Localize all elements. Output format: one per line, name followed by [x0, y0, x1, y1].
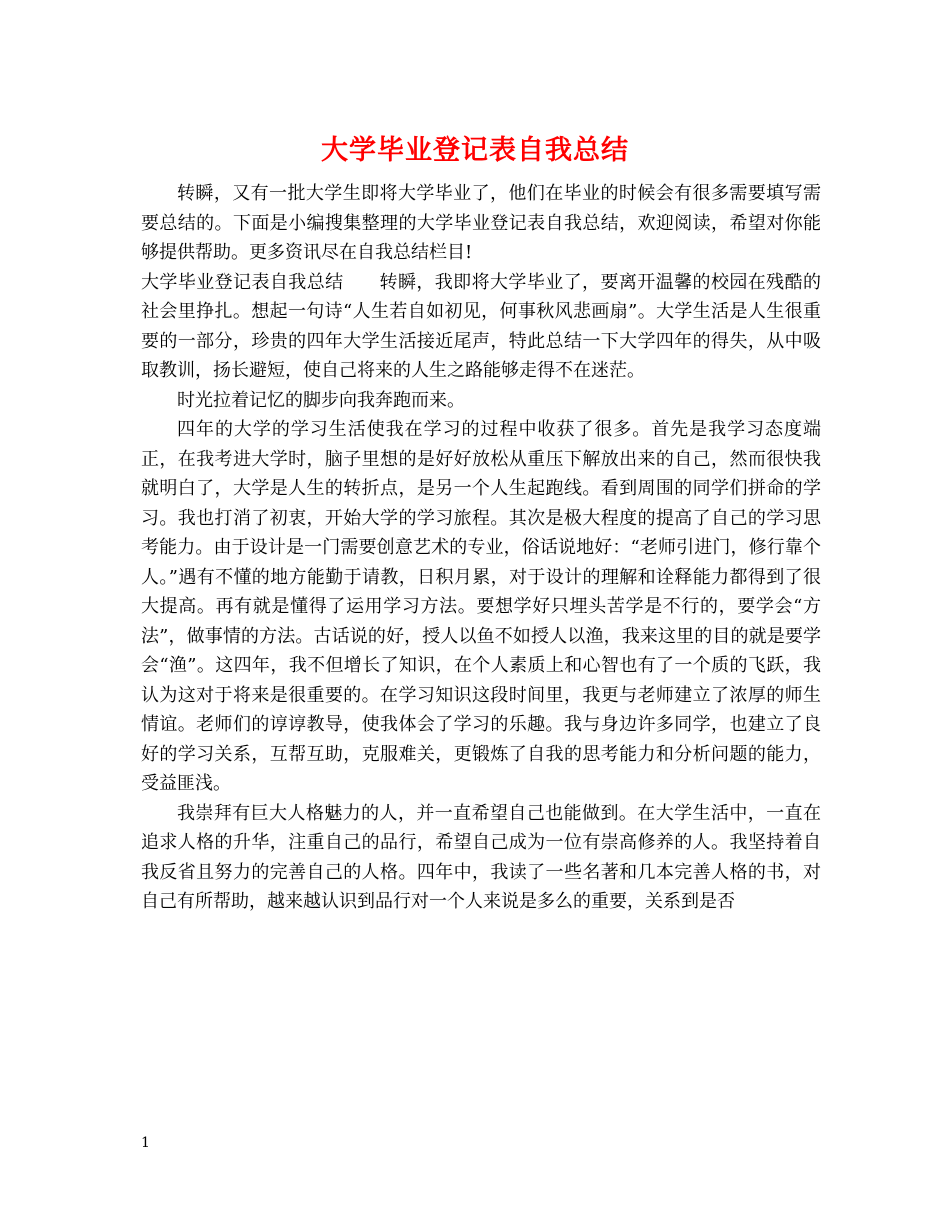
page-number: 1	[141, 1135, 150, 1151]
section-paragraph-text: 转瞬，我即将大学毕业了，要离开温馨的校园在残酷的社会里挣扎。想起一句诗“人生若自如初见，何事秋风悲画扇”。大学生活是人生很重要的一部分，珍贵的四年大学生活接近尾声，特此总结一下大学四年的得失，从中吸取教训，扬长避短，使自己将来的人生之路能够走得不在迷茫。	[141, 271, 821, 381]
document-title: 大学毕业登记表自我总结	[321, 135, 629, 166]
document-body	[141, 179, 821, 917]
body-paragraph: 我崇拜有巨大人格魅力的人，并一直希望自己也能做到。在大学生活中，一直在追求人格的升华，注重自己的品行，希望自己成为一位有崇高修养的人。我坚持着自我反省且努力的完善自己的人格。四年中，我读了一些名著和几本完善人格的书，对自己有所帮助，越来越认识到品行对一个人来说是多么的重要，关系到是否	[141, 802, 821, 912]
intro-paragraph: 转瞬，又有一批大学生即将大学毕业了，他们在毕业的时候会有很多需要填写需要总结的。下面是小编搜集整理的大学毕业登记表自我总结，欢迎阅读，希望对你能够提供帮助。更多资讯尽在自我总结栏目!	[141, 183, 821, 263]
inline-heading: 大学毕业登记表自我总结	[141, 271, 344, 293]
body-paragraph: 四年的大学的学习生活使我在学习的过程中收获了很多。首先是我学习态度端正，在我考进大学时，脑子里想的是好好放松从重压下解放出来的自己，然而很快我就明白了，大学是人生的转折点，是另一个人生起跑线。看到周围的同学们拼命的学习。我也打消了初衷，开始大学的学习旅程。其次是极大程度的提高了自己的学习思考能力。由于设计是一门需要创意艺术的专业，俗话说地好：“老师引进门，修行靠个人。”遇有不懂的地方能勤于请教，日积月累，对于设计的理解和诠释能力都得到了很大提高。再有就是懂得了运用学习方法。要想学好只埋头苦学是不行的，要学会“方法”，做事情的方法。古话说的好，授人以鱼不如授人以渔，我来这里的目的就是要学会“渔”。这四年，我不但增长了知识，在个人素质上和心智也有了一个质的飞跃，我认为这对于将来是很重要的。在学习知识这段时间里，我更与老师建立了浓厚的师生情谊。老师们的谆谆教导，使我体会了学习的乐趣。我与身边许多同学，也建立了良好的学习关系，互帮互助，克服难关，更锻炼了自我的思考能力和分析问题的能力，受益匪浅。	[141, 419, 821, 794]
section-paragraph	[141, 268, 821, 386]
body-paragraph: 时光拉着记忆的脚步向我奔跑而来。	[177, 389, 465, 411]
